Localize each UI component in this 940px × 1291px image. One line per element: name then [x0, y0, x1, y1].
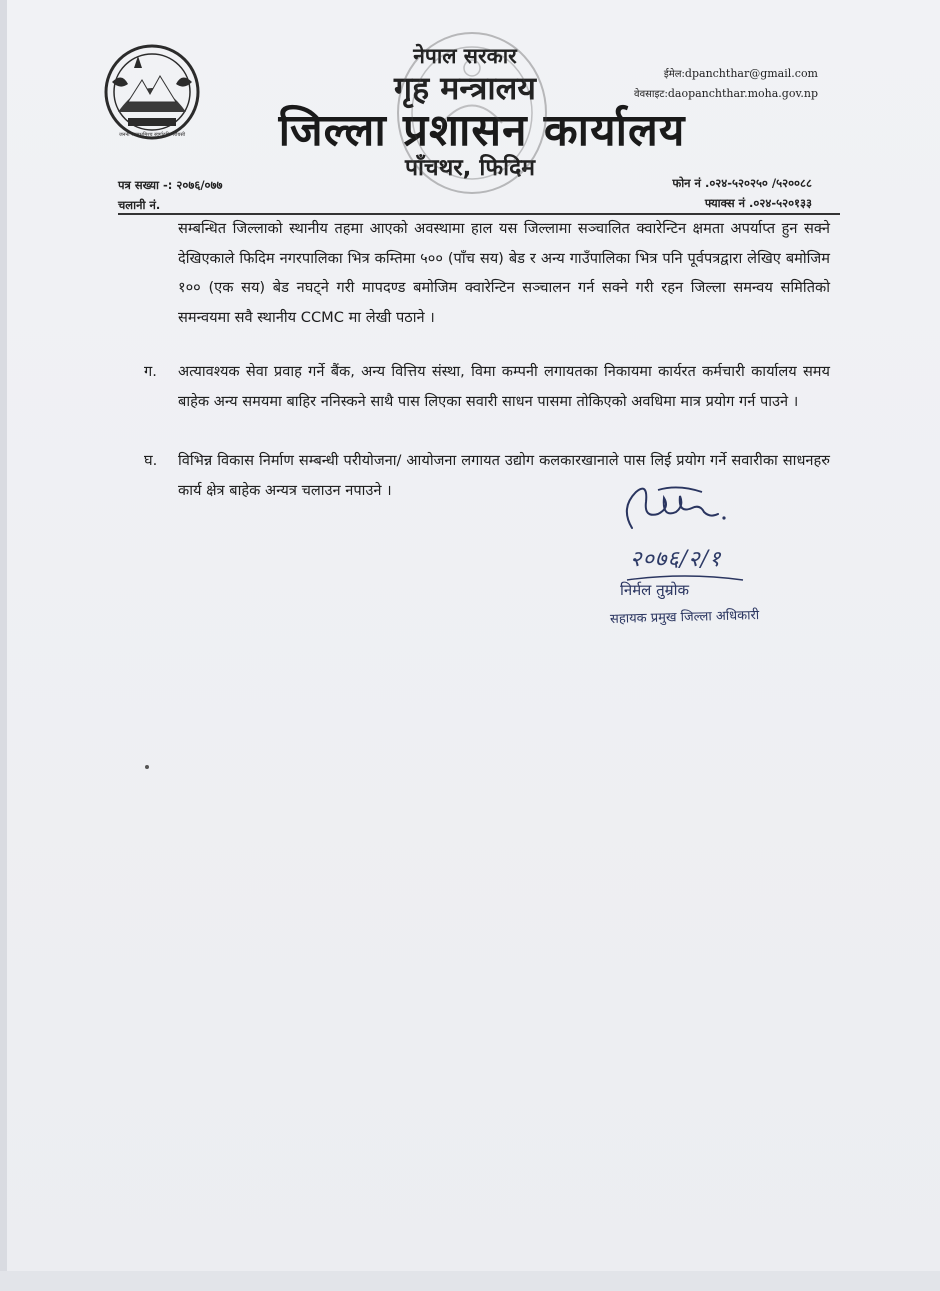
item-text-gha: विभिन्न विकास निर्माण सम्बन्धी परीयोजना/ आयोजना लगायत उद्योग कलकारखानाले पास लिई प्रयोग गर्ने सवारीका साधनहरु कार्य क्षेत्र बाहेक अन्यत्र चलाउन नपाउने ।: [178, 452, 830, 499]
scan-speck: [145, 765, 149, 769]
handwritten-signature: [618, 478, 738, 538]
website-address: daopanchthar.moha.gov.np: [667, 87, 818, 100]
ministry-name: गृह मन्त्रालय: [394, 69, 536, 107]
item-marker-gha: घ.: [144, 452, 158, 469]
phone-number: फोन नं .०२४-५२०२५० /५२००८८: [672, 176, 812, 190]
office-seal-stamp: [392, 28, 552, 198]
scan-edge-left: [0, 0, 7, 1291]
scan-edge-bottom: [0, 1271, 940, 1291]
website-line: [634, 86, 818, 100]
email-label: ईमेल:: [663, 69, 685, 80]
nepal-emblem-icon: [98, 42, 206, 142]
government-name: नेपाल सरकार: [413, 44, 517, 68]
svg-text:जननी जन्मभूमिश्च स्वर्गादपि गर: जननी जन्मभूमिश्च स्वर्गादपि गरीयसी: [118, 132, 186, 138]
letter-number: पत्र सख्या -: २०७६/०७७: [118, 178, 223, 192]
email-line: [664, 66, 818, 80]
dispatch-number: चलानी नं.: [118, 198, 161, 212]
item-marker-ga: ग.: [144, 363, 157, 380]
signatory-name: निर्मल तुम्रोक: [620, 581, 690, 599]
item-text-ga: अत्यावश्यक सेवा प्रवाह गर्ने बैंक, अन्य वित्तिय संस्था, विमा कम्पनी लगायतका निकायमा कार्यरत कर्मचारी कार्यालय समय बाहेक अन्य समयमा बाहिर ननिस्कने साथै पास लिएका सवारी साधन पासमा तोकिएको अवधिमा मात्र प्रयोग गर्न पाउने ।: [178, 363, 830, 410]
email-address: dpanchthar@gmail.com: [684, 67, 818, 80]
signatory-title: सहायक प्रमुख जिल्ला अधिकारी: [609, 608, 760, 627]
fax-number: फ्याक्स नं .०२४-५२०१३३: [704, 196, 812, 210]
office-name: जिल्ला प्रशासन कार्यालय: [278, 105, 686, 156]
district-name: पाँचथर, फिदिम: [404, 155, 536, 181]
paragraph-continued: सम्बन्धित जिल्लाको स्थानीय तहमा आएको अवस्थामा हाल यस जिल्लामा सञ्चालित क्वारेन्टिन क्षमता अपर्याप्त हुन सक्ने देखिएकाले फिदिम नगरपालिका भित्र कम्तिमा ५०० (पाँच सय) बेड र अन्य गाउँपालिका भित्र पनि पूर्वपत्रद्वारा लेखिए बमोजिम १०० (एक सय) बेड नघट्ने गरी मापदण्ड बमोजिम क्वारेन्टिन सञ्चालन गर्न सक्ने गरी रहन जिल्ला समन्वय समितिको समन्वयमा सवै स्थानीय CCMC मा लेखी पठाने ।: [178, 220, 830, 326]
website-label: वेवसाइट:: [634, 89, 668, 100]
signature-date: २०७६/२/१: [630, 547, 722, 572]
